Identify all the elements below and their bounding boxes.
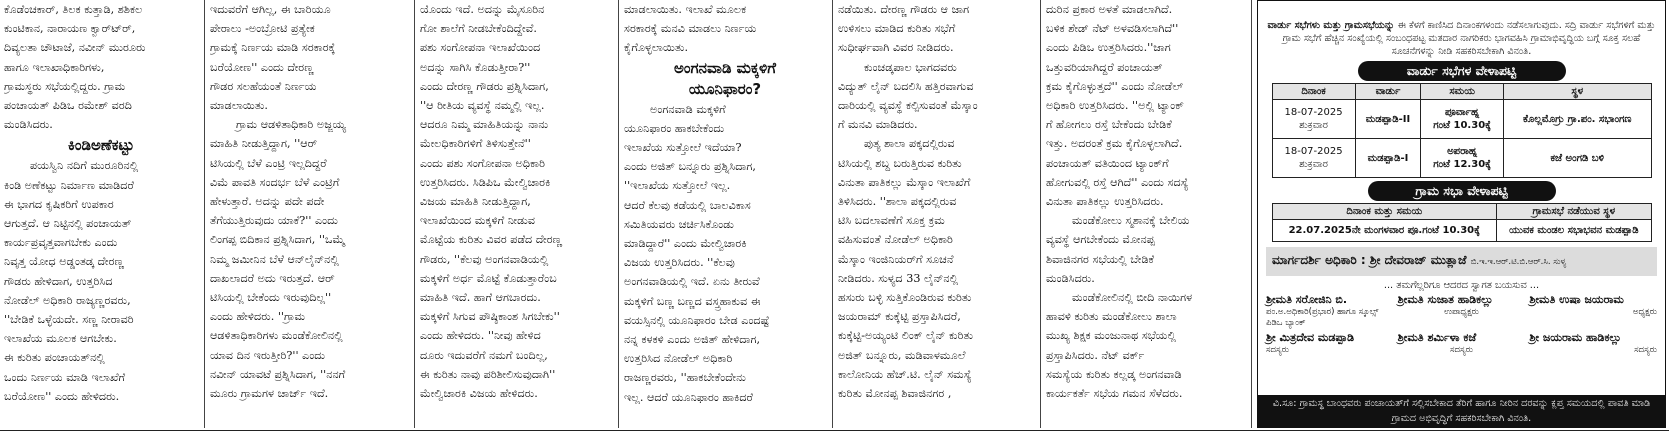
text-line: ಹೇಳುತ್ತಾರೆ. ಅದನ್ನು ಪದೇ ಪದೇ (210, 195, 325, 209)
text-line: ಎಂದು ಅಜಿತ್ ಬನ್ನೂರು ಪ್ರಶ್ನಿಸಿದಾಗ, (624, 160, 756, 174)
article-column-1 (4, 0, 198, 428)
text-line: ನೋಡೆಲ್ ಅಧಿಕಾರಿ ರಾಜ್ಯಣ್ಣರವರು, (4, 293, 131, 307)
text-line: ಪುತ್ಯ ಶಾಲಾ ಪಕ್ಕದಲ್ಲಿರುವ (864, 137, 955, 151)
text-line: ಪಂಚಾಯತ್ ಪಿಡಿಒ ರಮೇಶ್ ವರದಿ (4, 99, 132, 113)
gram-sabha-notice (1257, 0, 1666, 428)
text-line: ಮೆಸ್ಕಾಂ ಇಂಜಿನಿಯರ್‌ಗೆ ಸೂಚನೆ (838, 252, 954, 266)
gram-datetime: 22.07.2025ನೇ ಮಂಗಳವಾರ ಪೂ.ಗಂಟೆ 10.30ಕ್ಕೆ (1272, 220, 1497, 242)
ward-time: ಗಂಟೆ 10.30ಕ್ಕೆ (1433, 120, 1492, 131)
ward-time-period: ಪೂರ್ವಾಹ್ನ (1445, 107, 1480, 118)
ward-place: ಕೊಲ್ಲಮೊಗ್ರು ಗ್ರಾ.ಪಂ. ಸಭಾಂಗಣ (1503, 100, 1651, 139)
text-line: ಮಂಡಿಸಿದರು. (4, 118, 53, 132)
text-line: ಯಾವ ದಿನ ಇರುತ್ತೀರಿ?'' ಎಂದು (210, 348, 326, 362)
text-line: ವಿದ್ಯುತ್ ಲೈನ್ ಬದಲಿಸಿ ಹತ್ತಿರವಾಗುವ (838, 79, 974, 93)
text-line: ಕೊಡೆಂಚಕಾರ್, ತಿಲಕ ಕುತ್ತಾಡಿ, ಶಶಿಕಲ (4, 3, 143, 16)
member (1529, 331, 1657, 356)
text-line: ಮಂಡೆಕೋಲಿನಲ್ಲಿ ಬೀದಿ ನಾಯಿಗಳ (1072, 291, 1193, 305)
gram-header-place: ಗ್ರಾಮಸಭೆ ನಡೆಯುವ ಸ್ಥಳ (1497, 204, 1651, 220)
text-line: ಕುಂಚಡ್ಕಪಾಲ ಭಾಗದವರು (864, 60, 957, 74)
column-divider (204, 0, 205, 428)
ward-header-time: ಸಮಯ (1421, 84, 1504, 100)
text-line: ದಾಖಲಾದರೆ ಅದು ಇರುತ್ತದೆ. ಆರ್ (210, 271, 335, 285)
text-line: ಮಕ್ಕಳಿಗೆ ಬಣ್ಣ ಬಣ್ಣದ ವಸ್ತ್ರಹಾಕುವ ಈ (624, 294, 761, 308)
text-line: ಎಂದು ಪಶು ಸಂಗೋಪನಾ ಅಧಿಕಾರಿ (420, 156, 546, 170)
ward-header-place: ಸ್ಥಳ (1503, 84, 1651, 100)
text-line: ವಿಜಯ ಮಾಹಿತಿ ನೀಡುತ್ತಿದ್ದಾಗ, (420, 195, 531, 209)
text-line: ಮಾಡಿದ್ದಾರೆ'' ಎಂದು ಮೇಲ್ವಿಚಾರಕಿ (624, 237, 747, 251)
article-column-2 (210, 0, 408, 428)
ward-schedule-title: ವಾರ್ಡು ಸಭೆಗಳ ವೇಳಾಪಟ್ಟಿ (1358, 61, 1566, 81)
subheading-anganwadi: ಅಂಗನವಾಡಿ ಮಕ್ಕಳಿಗೆ (674, 58, 776, 77)
text-line: ಇಲಾಖೆಯ ಮೂಲಕ ಆಗಬೇಕು. (4, 332, 117, 346)
text-line: ಇಲಾಖೆಯಿಂದ ಮಕ್ಕಳಿಗೆ ನೀಡುವ (420, 214, 536, 228)
text-line: ಹಸುರು ಬಳ್ಳಿ ಸುತ್ತಿಕೊಂಡಿರುವ ಕುರಿತು (838, 291, 972, 305)
ward-day: ಶುಕ್ರವಾರ (1299, 120, 1328, 131)
text-line: ಆದರೂ ನಿಮ್ಮ ಮಾಹಿತಿಯನ್ನು ನಾನು (420, 118, 549, 132)
text-line: ಗೋ ಶಾಲೆಗೆ ನೀಡಬೇಕೆಂದಿದ್ದೇವೆ. (420, 22, 537, 36)
gram-sabha-schedule-title: ಗ್ರಾಮ ಸಭಾ ವೇಳಾಪಟ್ಟಿ (1368, 181, 1556, 201)
notice-intro-bold: ವಾರ್ಡು ಸಭೆಗಳು ಮತ್ತು ಗ್ರಾಮಸಭೆಯನ್ನು (1267, 20, 1395, 31)
ward-date: 18-07-2025 (1284, 146, 1343, 157)
text-line: ವ್ಯವಸ್ಥೆ ಆಗಬೇಕೆಂದು ಮೋನಪ್ಪ (1046, 233, 1155, 247)
text-line: ದಾರಿಯಲ್ಲಿ ವ್ಯವಸ್ಥೆ ಕಲ್ಪಿಸುವಂತೆ ಮೆಸ್ಕಾಂ (838, 99, 978, 113)
ward-time: ಗಂಟೆ 12.30ಕ್ಕೆ (1433, 159, 1492, 170)
text-line: ಟಿಸಿಯಲ್ಲಿ ಶಬ್ದ ಬರುತ್ತಿರುವ ಕುರಿತು (838, 156, 962, 170)
table-row (1272, 220, 1651, 242)
text-line: ಪ್ರಸ್ತಾಪಿಸಿದರು. ನೆಟ್ ವರ್ಕ್ (1046, 348, 1145, 362)
text-line: ಗೆ ಹೋಗಲು ರಸ್ತೆ ಬೇಕೆಂದು ಬೇಡಿಕೆ (1046, 118, 1172, 132)
text-line: ನಿಮ್ಮ ಜಮೀನಿನ ಬೆಳೆ ಆನ್‌ಲೈನ್‌ನಲ್ಲಿ (210, 252, 339, 266)
text-line: ಮೂರು ಗ್ರಾಮಗಳ ಚಾರ್ಜ್ ಇದೆ. (210, 387, 329, 401)
member-name: ಶ್ರೀ ಮಿತ್ರದೇವ ಮಡಪ್ಪಾಡಿ (1266, 331, 1355, 344)
text-line: ವಹಿಸುವಂತೆ ನೋಡೆಲ್ ಅಧಿಕಾರಿ (838, 233, 953, 247)
member (1398, 293, 1526, 329)
ward-name: ಮಡಪ್ಪಾಡಿ-I (1355, 139, 1421, 178)
text-line: ಇಲ್ಲ. ಆದರೆ ಯೂನಿಫಾರಂ ಹಾಕಿದರೆ (624, 390, 753, 404)
col1-top (4, 0, 198, 134)
text-line: ಅದನ್ನು ಸಾಗಿಸಿ ಕೊಡುತ್ತೀರಾ?'' (420, 60, 531, 74)
text-line: ಕಿಂಡಿ ಅಣೆಕಟ್ಟು ನಿರ್ಮಾಣ ಮಾಡಿದರೆ (4, 178, 134, 192)
notice-intro (1258, 19, 1665, 58)
text-line: ಬಳಿಕ ಶೇಡ್ ನೆಟ್ ಅಳವಡಿಸಲಾಗಿದೆ'' (1046, 22, 1179, 36)
text-line: ಮಂಡೆಕೋಲು ಸ್ಮಶಾನಕ್ಕೆ ಬೇಲಿಯ (1072, 214, 1190, 228)
ward-header-date: ದಿನಾಂಕ (1272, 84, 1355, 100)
ward-place: ಕಜೆ ಅಂಗಡಿ ಬಳಿ (1503, 139, 1651, 178)
text-line: ಹಾವಳಿ ಕುರಿತು ಮಂಡೆಕೋಲು ಶಾಲಾ (1046, 310, 1177, 324)
text-line: ಅಜಿತ್ ಬನ್ನೂರು, ಮಡಿವಾಳಮೂಲೆ (838, 348, 966, 362)
text-line: ಸಮಸ್ಯೆಯ ಕುರಿತು ಕಲ್ಲಡ್ಕ ಅಂಗನವಾಡಿ (1046, 367, 1182, 381)
text-line: ಬರೆಯೋಣ'' ಎಂದು ದೇರಣ್ಣ (210, 60, 314, 74)
notice-footer: ವಿ.ಸೂ: ಗ್ರಾಮಸ್ಥ ಬಾಂಧವರು ಪಂಚಾಯತ್‌ಗೆ ಸಲ್ಲಿಸಬೇಕಾದ ತೆರಿಗೆ ಹಾಗೂ ನೀರಿನ ದರವನ್ನು ಕ್ಲಪ್ತ ಸಮಯದಲ್ಲಿ ಪಾವತಿ ಮಾಡಿ ಗ್ರಾಮದ ಅಭಿವೃದ್ಧಿಗೆ ಸಹಕರಿಸಬೇಕಾಗಿ ವಿನಂತಿ. (1258, 395, 1665, 427)
text-line: ಗ್ರಾಮಸ್ಥರು ಸಭೆಯಲ್ಲಿದ್ದರು. ಗ್ರಾಮ (4, 79, 126, 93)
text-line: ಸಮಿತಿಯವರು ಚರ್ಚಿಸಿಕೊಂಡು (624, 217, 734, 231)
col4-body (624, 100, 826, 407)
subheading-uniform: ಯೂನಿಫಾರಂ? (688, 79, 762, 98)
text-line: ನೀಡಿದರು. ಸುಳ್ಯದ 33 ಲೈನ್‌ನಲ್ಲಿ (838, 271, 959, 285)
text-line: ಮಕ್ಕಳಿಗೆ ಸಿಗುವ ಪೌಷ್ಠಿಕಾಂಶ ಸಿಗಬೇಕು'' (420, 310, 560, 324)
text-line: ದಿವ್ಯಲತಾ ಚೌಟಾಜೆ, ನವೀನ್ ಮುರೂರು (4, 41, 146, 55)
ward-name: ಮಡಪ್ಪಾಡಿ-II (1355, 100, 1421, 139)
gram-header-datetime: ದಿನಾಂಕ ಮತ್ತು ಸಮಯ (1272, 204, 1497, 220)
text-line: ಪಶು ಸಂಗೋಪನಾ ಇಲಾಖೆಯಿಂದ (420, 41, 541, 55)
subheading-kindi-anekattu: ಕಿಂಡಿಅಣೆಕಟ್ಟು (67, 136, 135, 155)
text-line: ಪೇರಾಲು -ಅಂಬ್ರೋಟಿ ಪ್ರತ್ಯೇಕ (210, 22, 315, 36)
text-line: ವಿನುತಾ ಪಾತಿಕಲ್ಲು ಮೆಸ್ಕಾಂ ಇಲಾಖೆಗೆ (838, 175, 971, 189)
text-line: ಸುಧೀರ್ಘವಾಗಿ ವಿವರ ನೀಡಿದರು. (838, 41, 954, 55)
text-line: ಕ್ರಮ ಕೈಗೊಳ್ಳುತ್ತದೆ'' ಎಂದು ನೋಡೆಲ್ (1046, 79, 1184, 93)
member (1529, 293, 1657, 329)
member-list (1258, 293, 1665, 358)
text-line: ''ಇಲಾಖೆಯ ಸುತ್ತೋಲೆ ಇಲ್ಲ. (624, 179, 731, 193)
text-line: ಮಾಡಲಾಯಿತು. (210, 99, 268, 113)
member-role: ಉಪಾಧ್ಯಕ್ಷರು (1444, 307, 1479, 317)
text-line: ಮಾಹಿತಿ ನೀಡುತ್ತಿದ್ದಾಗ, ''ಆರ್ (210, 137, 318, 151)
text-line: ಟಿಸಿಯಲ್ಲಿ ಬೇಕೆಂದು ಇರುವುದಿಲ್ಲ'' (210, 291, 332, 305)
text-line: ಮಕ್ಕಳಿಗೆ ಅರ್ಧ ಮೊಟ್ಟೆ ಕೊಡುತ್ತಾರೆಂಬ (420, 271, 557, 285)
bottom-rule (0, 430, 1669, 431)
text-line: ಮಾಹಿತಿ ಇದೆ. ಹಾಗೆ ಆಗಬಾರದು. (420, 291, 541, 305)
text-line: ರಾಜಣ್ಣರವರು, ''ಹಾಕಬೇಕೆಂದೇನು (624, 371, 746, 385)
text-line: ಮೇಲಧಿಕಾರಿಗಳಿಗೆ ತಿಳಿಸುತ್ತೇನೆ'' (420, 137, 531, 151)
text-line: ಇದುವರೆಗೆ ಆಗಿಲ್ಲ, ಈ ಬಾರಿಯೂ (210, 3, 331, 16)
column-divider (1040, 0, 1041, 428)
member-role: ಸದಸ್ಯರು (1266, 345, 1289, 355)
text-line: ಪಯಸ್ವಿನಿ ನದಿಗೆ ಮುರೂರಿನಲ್ಲಿ (30, 159, 139, 173)
text-line: ಎಂದು ದೇರಣ್ಣ ಗೌಡರು ಪ್ರಶ್ನಿಸಿದಾಗ, (420, 79, 549, 93)
text-line: ಟಿಸಿಯಲ್ಲಿ ಬೆಳೆ ಎಂಟ್ರಿ ಇಲ್ಲದಿದ್ದರೆ (210, 156, 327, 170)
text-line: ದುರಿನ ಪ್ರಕಾರ ಅಳತೆ ಮಾಡಲಾಗಿದೆ. (1046, 3, 1173, 16)
text-line: ದೂರು ಇದುವರೆಗೆ ನಮಗೆ ಬಂದಿಲ್ಲ, (420, 348, 548, 362)
ward-schedule-table (1272, 83, 1652, 178)
member-name: ಶ್ರೀಮತಿ ಸರೋಜಿನಿ ಬಿ. (1266, 293, 1347, 306)
member-name: ಶ್ರೀಮತಿ ಉಷಾ ಜಯರಾಮ (1529, 293, 1624, 306)
article-column-3 (420, 0, 612, 428)
text-line: ''ಆ ರೀತಿಯ ವ್ಯವಸ್ಥೆ ನಮ್ಮಲ್ಲಿ ಇಲ್ಲ. (420, 99, 545, 113)
text-line: ಮುಖ್ಯ ಶಿಕ್ಷಕ ಮಂಜುನಾಥ ಸಭೆಯಲ್ಲಿ (1046, 329, 1176, 343)
text-line: ಮೊಟ್ಟೆಯ ಕುರಿತು ವಿವರ ಪಡೆದ ದೇರಣ್ಣ (420, 233, 563, 247)
text-line: ''ಬೇಡಿಕೆ ಒಳ್ಳೆಯದೇ. ಸಣ್ಣ ನೀರಾವರಿ (4, 313, 134, 327)
text-line: ಎಂದು ಹೇಳಿದರು. ''ಗ್ರಾಮ (210, 310, 306, 324)
table-row (1272, 139, 1651, 178)
gram-sabha-table (1272, 203, 1652, 242)
text-line: ಆಡಳಿತಾಧಿಕಾರಿಗಳು ಮಂಡೆಕೋಲಿನಲ್ಲಿ (210, 329, 343, 343)
text-line: ಕೈಗೊಳ್ಳಲಾಯಿತು. (624, 41, 689, 55)
text-line: ಮೇಲ್ವಿಚಾರಕಿ ವಿಜಯ ಹೇಳಿದರು. (420, 387, 538, 401)
member-role: ಪಂ.ಅ.ಅಧಿಕಾರಿ(ಪ್ರಭಾರ) ಹಾಗೂ ಸ್ಕೂಲ್ಸ್‌ ಪಿಡಿಒ ಬ್ಯಾಂಕ್ (1266, 307, 1379, 328)
text-line: ಗ್ರಾಮಕ್ಕೆ ನಿರ್ಣಯ ಮಾಡಿ ಸರಕಾರಕ್ಕೆ (210, 41, 336, 55)
text-line: ಸರಕಾರಕ್ಕೆ ಮನವಿ ಮಾಡಲು ನಿರ್ಣಯ (624, 22, 757, 36)
text-line: ಲಿಂಗಪ್ಪ ಬಿದಿಕಾನ ಪ್ರಶ್ನಿಸಿದಾಗ, ''ಒಮ್ಮೆ (210, 233, 346, 247)
text-line: ಕಾರ್ಯಪ್ರವೃತ್ತವಾಗಬೇಕು ಎಂದು (4, 236, 118, 250)
text-line: ಈ ಭಾಗದ ಕೃಷಿಕರಿಗೆ ಉಪಕಾರ (4, 197, 114, 211)
column-divider (414, 0, 415, 428)
ward-date: 18-07-2025 (1284, 107, 1343, 118)
text-line: ಹಾಗೂ ಇಲಾಖಾಧಿಕಾರಿಗಳು, (4, 60, 105, 74)
member (1266, 293, 1394, 329)
text-line: ವಿಮೆ ಪಾವತಿ ಸಂದರ್ಭ ಬೆಳೆ ಎಂಟ್ರಿಗೆ (210, 175, 340, 189)
text-line: ನಡೆಯಿತು. ದೇರಣ್ಣ ಗೌಡರು ಆ ಜಾಗ (838, 3, 970, 16)
text-line: ಟಿಸಿ ಬದಲಾವಣೆಗೆ ಸೂಕ್ತ ಕ್ರಮ (838, 214, 945, 228)
column-divider (1251, 0, 1252, 428)
text-line: ತೆಗೆಯುತ್ತಿರುವುದು ಯಾಕೆ?'' ಎಂದು (210, 214, 338, 228)
member-role: ಸದಸ್ಯರು (1634, 345, 1657, 355)
text-line: ಶಿವಾಜಿನಗರ ಸಭೆಯಲ್ಲಿ ಬೇಡಿಕೆ (1046, 252, 1155, 266)
ward-header-ward: ವಾರ್ಡು (1355, 84, 1421, 100)
text-line: ಉತ್ತರಿಸಿದ ನೋಡೆಲ್ ಅಧಿಕಾರಿ (624, 352, 733, 366)
text-line: ಅಧಿಕಾರಿ ಉತ್ತರಿಸಿದರು. ''ಅಲ್ಲಿ ಟ್ಯಾಂಕ್ (1046, 99, 1184, 113)
table-row (1272, 100, 1651, 139)
text-line: ಗ್ರಾಮ ಆಡಳಿತಾಧಿಕಾರಿ ಅಜ್ಜಯ್ಯ (236, 118, 347, 132)
member-role: ಅಧ್ಯಕ್ಷರು (1632, 307, 1657, 317)
member-name: ಶ್ರೀ ಜಯರಾಮ ಹಾಡಿಕಲ್ಲು (1529, 331, 1622, 344)
col5-body (838, 0, 1034, 403)
member-role: ಸದಸ್ಯರು (1450, 345, 1473, 355)
col1-body (4, 156, 198, 406)
notice-intro-text: ಈ ಕೆಳಗೆ ಕಾಣಿಸಿದ ದಿನಾಂಕಗಳಂದು ನಡೆಸಲಾಗುವುದು. ಸದ್ರಿ ವಾರ್ಡು ಸಭೆಗಳಿಗೆ ಮತ್ತು ಗ್ರಾಮ ಸಭೆಗೆ ಹೆಚ್ಚಿನ ಸಂಖ್ಯೆಯಲ್ಲಿ ಸಂಬಂಧಪಟ್ಟ ಮತದಾರ ನಾಗರಿಕರು ಭಾಗವಹಿಸಿ ಗ್ರಾಮಾಭಿವೃದ್ಧಿಯ ಬಗ್ಗೆ ಸೂಕ್ತ ಸಲಹೆ ಸೂಚನೆಗಳನ್ನು ನೀಡಿ ಸಹಕರಿಸಬೇಕಾಗಿ ವಿನಂತಿ. (1282, 20, 1656, 57)
article-column-6 (1046, 0, 1245, 428)
welcome-line: ... ತಮಗೆಲ್ಲರಿಗೂ ಆದರದ ಸ್ವಾಗತ ಬಯಸುವ ... (1383, 280, 1540, 291)
article-column-4 (624, 0, 826, 428)
column-divider (832, 0, 833, 428)
text-line: ಗೌಡರ ಸಲಹೆಯಂತೆ ನಿರ್ಣಯ (210, 79, 317, 93)
text-line: ಈ ಕುರಿತು ಪಂಚಾಯತ್‌ನಲ್ಲಿ (4, 351, 105, 365)
text-line: ಮಾಡಲಾಯಿತು. ಇಲಾಖೆ ಮೂಲಕ (624, 3, 747, 16)
text-line: ವಿಜಯ ಉತ್ತರಿಸಿದರು. ''ಕೆಲವು (624, 256, 735, 270)
text-line: ಅಂಗನವಾಡಿ ಮಕ್ಕಳಿಗೆ (650, 102, 726, 116)
col2-body (210, 0, 408, 403)
text-line: ಆಗುತ್ತದೆ. ಆ ನಿಟ್ಟಿನಲ್ಲಿ ಪಂಚಾಯತ್ (4, 217, 132, 231)
mentor-officer (1266, 247, 1657, 276)
text-line: ಬರೆಯೋಣ'' ಎಂದು ಹೇಳಿದರು. (4, 389, 120, 403)
text-line: ಯೊಂದು ಇದೆ. ಅದನ್ನು ಮೈಸೂರಿನ (420, 3, 545, 16)
mentor-degree: ಬಿ.ಇ.ಇ.ಆರ್.ಟಿ.ಬಿ.ಆರ್.ಸಿ. ಸುಳ್ಯ (1470, 257, 1567, 267)
text-line: ಒತ್ತುವರಿಯಾಗಿದ್ದರೆ ಪಂಚಾಯತ್ (1046, 60, 1163, 74)
member (1266, 331, 1394, 356)
text-line: ಒಂದು ನಿರ್ಣಯ ಮಾಡಿ ಇಲಾಖೆಗೆ (4, 370, 126, 384)
text-line: ಆದರೆ ಕೆಲವು ಕಡೆಯಲ್ಲಿ ಬಾಲವಿಕಾಸ (624, 198, 751, 212)
text-line: ವಯಸ್ಸಿನಲ್ಲಿ ಯೂನಿಫಾರಂ ಬೇಡ ಎಂದಷ್ಟೆ (624, 313, 770, 327)
text-line: ನನ್ನ ಕಳಕಳಿ ಎಂದು ಅಜಿತ್ ಹೇಳಿದಾಗ, (624, 333, 761, 347)
text-line: ಮಂಡಿಸಿದರು. (1046, 271, 1095, 285)
text-line: ಅಂಗನವಾಡಿಯಲ್ಲಿ ಇದೆ. ಏನು ತೀರುವೆ (624, 275, 760, 289)
ward-day: ಶುಕ್ರವಾರ (1299, 159, 1328, 170)
text-line: ಗೌಡರು, ''ಕೆಲವು ಅಂಗನವಾಡಿಯಲ್ಲಿ (420, 252, 549, 266)
text-line: ವಿನುತಾ ಪಾತಿಕಲ್ಲು ಉತ್ತರಿಸಿದರು. (1046, 195, 1164, 209)
text-line: ಉತ್ತರಿಸಿದರು. ಸಿಡಿಪಿಒ ಮೇಲ್ವಿಚಾರಕಿ (420, 175, 551, 189)
text-line: ಇತ್ತು. ಅದರಂತೆ ಕ್ರಮ ಕೈಗೊಳ್ಳಲಾಗಿದೆ. (1046, 137, 1183, 151)
column-divider (618, 0, 619, 428)
text-line: ಉಳಿಸಲು ಮಾಡಿದ ಕುರಿತು ಸಭೆಗೆ (838, 22, 956, 36)
member (1398, 331, 1526, 356)
text-line: ತಿಳಿಸಿದರು. ''ಶಾಲಾ ಪಕ್ಕದಲ್ಲಿರುವ (838, 195, 957, 209)
text-line: ನಿವೃತ್ತ ಯೋಧ ಅಡ್ಡಂತಡ್ಕ ದೇರಣ್ಣ (4, 255, 124, 269)
text-line: ಕಾರ್ಯಕರ್ತೆ ಸಭೆಯ ಗಮನ ಸೆಳೆದರು. (1046, 387, 1183, 401)
text-line: ಕುರಿತು ಮೋನಪ್ಪ ಶಿವಾಜಿನಗರ , (838, 387, 952, 401)
col3-body (420, 0, 612, 403)
gram-place: ಯುವಕ ಮಂಡಲ ಸಭಾಭವನ ಮಡಪ್ಪಾಡಿ (1497, 220, 1651, 242)
ward-time-period: ಅಪರಾಹ್ನ (1447, 146, 1478, 157)
text-line: ಈ ಕುರಿತು ನಾವು ಪರಿಶೀಲಿಸುವುದಾಗಿ'' (420, 367, 556, 381)
text-line: ಕುಂಟಿಕಾನ, ನಾರಾಯಣ ಕ್ವಾರ್‌ಟ್‌ರ್‌, (4, 22, 136, 36)
text-line: ಕುಕ್ಕೆಟ್ಟಿ-ಅಯ್ಯಂಟಿ ಲಿಂಕ್ ಲೈನ್ ಕುರಿತು (838, 329, 974, 343)
text-line: ಪಂಚಾಯತ್ ವತಿಯಿಂದ ಟ್ಯಾಂಕ್‌ಗೆ (1046, 156, 1169, 170)
text-line: ನವೀನ್ ಯಾವಟೆ ಪ್ರಶ್ನಿಸಿದಾಗ, ''ನನಗೆ (210, 367, 346, 381)
text-line: ಎಂದು ಪಿಡಿಒ ಉತ್ತರಿಸಿದರು.''ಜಾಗ (1046, 41, 1171, 55)
member-name: ಶ್ರೀಮತಿ ಶರ್ಮಿಳಾ ಕಜೆ (1397, 331, 1477, 344)
text-line: ಕಾಲೋನಿಯ ಹೆಚ್.ಟಿ. ಲೈನ್ ಸಮಸ್ಯೆ (838, 367, 972, 381)
text-line: ಹೋಗುವಲ್ಲಿ ರಸ್ತೆ ಆಗಿದೆ'' ಎಂದು ಸದಸ್ಯೆ (1046, 175, 1189, 189)
col6-body (1046, 0, 1245, 403)
text-line: ಗೆ ಮನವಿ ಮಾಡಿದರು. (838, 118, 918, 132)
text-line: ಎಂದು ಹೇಳಿದರು. ''ನೀವು ಹೇಳಿದ (420, 329, 541, 343)
mentor-name: ಮಾರ್ಗದರ್ಶಿ ಅಧಿಕಾರಿ : ಶ್ರೀ ದೇವರಾಜ್ ಮುತ್ಲಾಜೆ (1272, 253, 1467, 267)
article-column-5 (838, 0, 1034, 428)
text-line: ಇಲಾಖೆಯ ಸುತ್ತೋಲೆ ಇದೆಯಾ? (624, 141, 742, 155)
col4-top (624, 0, 826, 58)
text-line: ಯೂನಿಫಾರಂ ಹಾಕಬೇಕೆಂದು (624, 121, 725, 135)
text-line: ಗೌಡರು ಹೇಳಿದಾಗ, ಉತ್ತರಿಸಿದ (4, 274, 113, 288)
member-name: ಶ್ರೀಮತಿ ಸುಜಾತ ಹಾಡಿಕಲ್ಲು (1397, 293, 1494, 306)
text-line: ಜಯರಾಮ್ ಕುಕ್ಕೆಟ್ಟಿ ಪ್ರಸ್ತಾಪಿಸಿದರೆ, (838, 310, 961, 324)
